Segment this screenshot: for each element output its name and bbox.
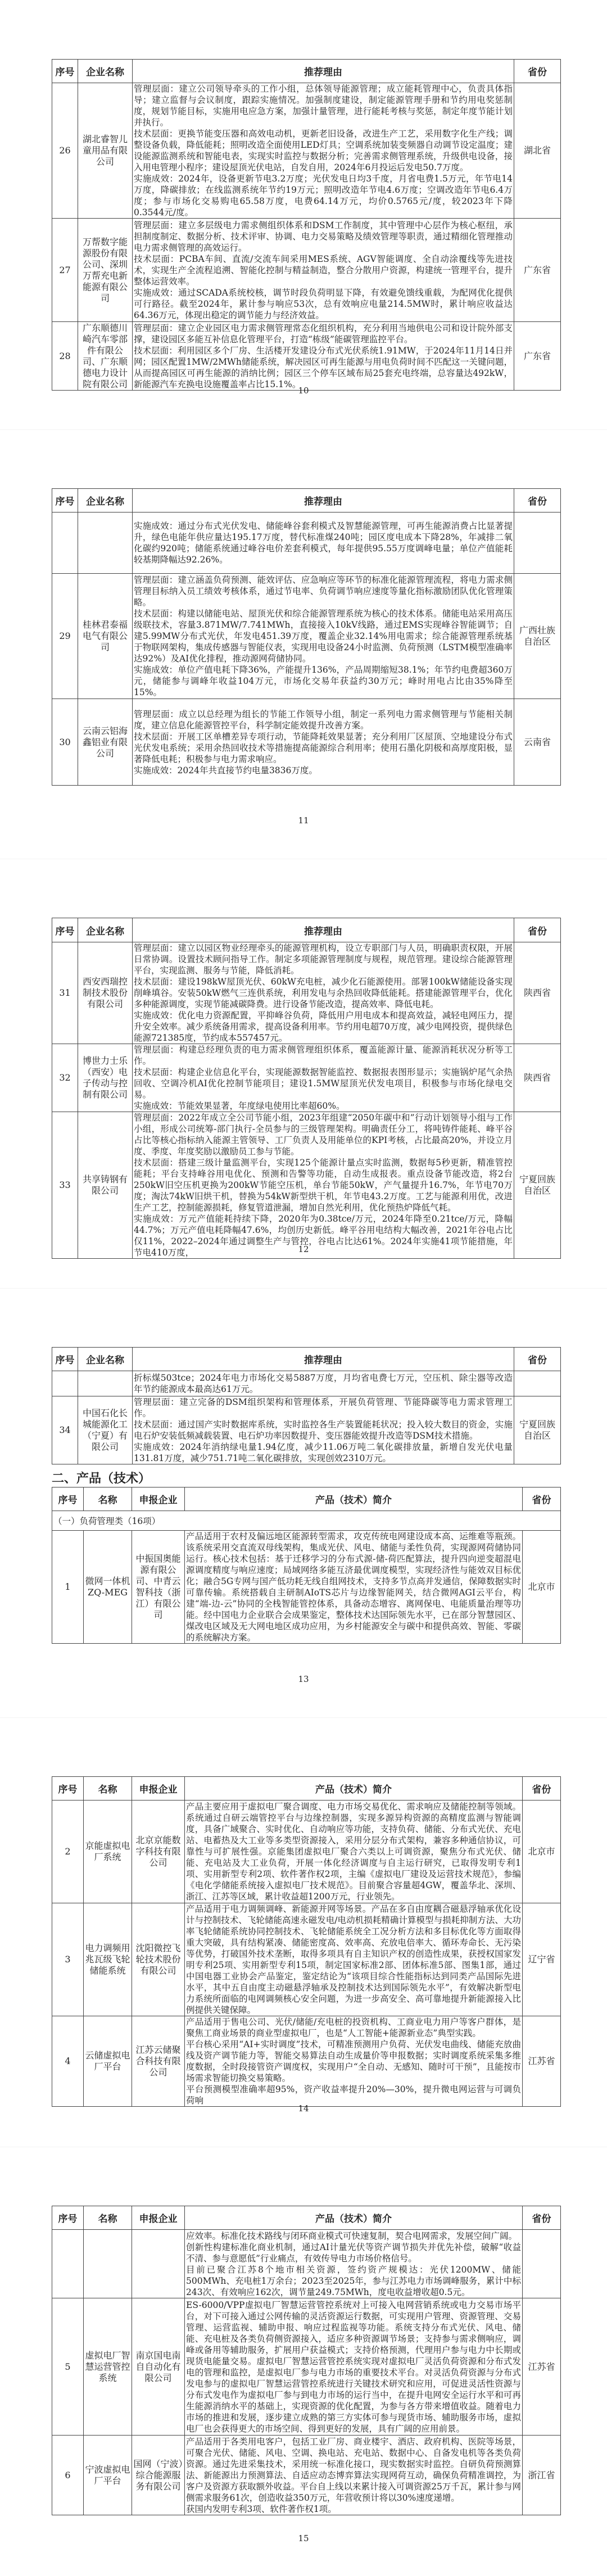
row-seq: 27 <box>52 219 78 322</box>
province: 浙江省 <box>523 2436 561 2515</box>
product-intro <box>185 2016 523 2107</box>
intro-paragraph: 获国内发明专利3项、软件著作权1项。 <box>186 2504 337 2514</box>
row-seq <box>52 1371 78 1396</box>
row-seq: 34 <box>52 1396 78 1464</box>
intro-paragraph: 产品主要应用于虚拟电厂聚合调度、电力市场交易优化、需求响应及储能控制等领域。系统通过自研云端管控平台与边缘控制器，实现多源异构资源的高精度监测与智能调度，具备广域聚合、实时优化、自动响应等功能，支持负荷、储能、分布式光伏、充电站、电蓄热及大工业等多类型资源接入，采用分层分布式架构，兼容多种通信协议，可靠性与可扩展性强。京能集团虚拟电厂聚合六类以上可调资源，聚焦分布式光伏、储能、充电站及大工业负荷，开展一体化经济调度与自主运行研究，已取得发明专利1项、实用新型专利2项、软件著作权2项，主编《虚拟电厂建设及运营技术规范》，参编《电化学储能系统接入虚拟电厂技术规范》。目前聚合容量超4GW，覆盖华北、深圳、浙江、江苏等区域，累计收益超1200万元，行业领先。 <box>186 1802 521 1902</box>
province: 广东省 <box>514 219 561 322</box>
province: 云南省 <box>514 699 561 786</box>
intro-paragraph: 目前已聚合江苏8个地市相关资源，签约资产规模达：光伏1200MW、储能500MWh、充电桩1万余台；2023至2025年，参与江苏电力市场调峰服务，累计中标243次、有效响应162次，调节量249.75MWh，度电收益增收超0.5元。 <box>186 2264 521 2297</box>
province: 湖北省 <box>514 83 561 219</box>
row-seq: 3 <box>52 1903 84 2016</box>
intro-paragraph: 平台核心采用“AI+实时调度”技术，可精准预测用户负荷、光伏发电曲线、储能充放曲线及资产调节能力等，智能交易算法自动生成量价等申报数据；实时调度系统采集多维度数据，全时段接管资产调度权，实现用户“全自动、无感知、随时可干预”，且能按市场需求智能切换交易策略。 <box>186 2039 521 2083</box>
product-name: 虚拟电厂智慧运营管控系统 <box>84 2298 132 2436</box>
product-name: 微网一体机ZQ-MEG <box>84 1531 132 1644</box>
row-seq: 6 <box>52 2436 84 2515</box>
reason-paragraph: 技术层面：搭建三级计量监测平台，实现125个能源计量点实时监测，数据每5秒更新，精准管控能耗；平台支持峰谷用电优化、预测和告警等功能，自动生成报表。重点设备节能改造，将2台250kW旧空压机更换为200kW节能空压机，单台节能50kW，产气量提升16.7%，年节电70万度；淘汰74kW旧烘干机，替换为54kW新型烘干机，年节电43.2万度。工艺与能源利用优，改进生产工艺，控制能源损耗，修复管道泄漏，增加自然光利用，优化预热炉降低气耗。 <box>134 1158 513 1213</box>
province <box>514 513 561 574</box>
recommend-reason <box>133 83 514 219</box>
header-name: 企业名称 <box>78 60 133 83</box>
table-row <box>52 699 561 786</box>
table-row <box>52 219 561 322</box>
row-seq: 30 <box>52 699 78 786</box>
reason-paragraph: 实施成效：通过SCADA系统校核，调节时段负荷明显下降，有效避免馈线重载，为配网优化提供可行路径。截至2024年，累计参与响应53次，总有效响应电量214.5MW时，累计响应收益达64.36万元，体现出稳定的调节能力与经济效益。 <box>134 287 513 320</box>
header-reason: 推荐理由 <box>133 1348 514 1371</box>
product-table <box>52 2206 561 2515</box>
product-intro <box>185 1801 523 1903</box>
header-reason: 推荐理由 <box>133 489 514 513</box>
reason-paragraph: 实施成效：通过分布式光伏发电、储能峰谷套利模式及智慧能源管理，可再生能源消费占比显著提升，绿色电能年供应量达195.17万度，替代标准煤240吨；园区度电成本下降28%，年减排二氧化碳约920吨；储能系统通过峰谷电价差套利模式，每年提供95.55万度调峰电量；单位产值能耗较基期降幅达92.26%。 <box>134 521 513 565</box>
page-break <box>0 1288 607 1289</box>
reason-paragraph: 技术层面：PCBA车间、直流/交流车间采用MES系统、AGV智能调度、全自动涂覆线等先进技术，实现生产全流程追溯、智能化控制与精益制造，整合分散用户资源，构建统一管理平台，提升整体运营效率。 <box>134 253 513 287</box>
recommend-reason <box>133 219 514 322</box>
header-province: 省份 <box>523 1777 561 1801</box>
table-row <box>52 1396 561 1464</box>
table-header-row <box>52 1777 561 1801</box>
reason-paragraph: 技术层面：构建企业信息化平台，实现能源数据智能监控、数据报表图形显示；实施锅炉尾气余热回收、空调冷机AI优化控制节能项目；建设1.5MW屋顶光伏发电项目，积极参与市场化绿电交易。 <box>134 1067 513 1100</box>
province: 江苏省 <box>523 2016 561 2107</box>
page-number: 14 <box>298 2103 309 2114</box>
header-reason: 推荐理由 <box>133 60 514 83</box>
province <box>514 1371 561 1396</box>
header-province: 省份 <box>514 60 561 83</box>
enterprise-table <box>52 488 561 786</box>
header-name: 名称 <box>84 1777 132 1801</box>
table-row <box>52 1112 561 1259</box>
header-province: 省份 <box>514 1348 561 1371</box>
reason-paragraph: 实施成效：优化电力资源配置，平抑峰谷负荷，降低用户用电成本和提高效益，减轻电网压力，提升安全效率。减少系统备用需求，提高设备利用率。节约用电超70万度，减少电网投资，提供绿色能源721385度，节约成本557457元。 <box>134 1010 513 1043</box>
reason-paragraph: 实施成效：2024年消纳绿电量1.94亿度，减少11.06万吨二氧化碳排放量，新增自发光伏电量131.81万度，减少751.71吨二氧化碳排放，实现创效2310万元。 <box>134 1442 513 1463</box>
row-seq: 33 <box>52 1112 78 1259</box>
reason-paragraph: 技术层面：通过国产实时数据库系统，实时监控各生产装置能耗状况；投入较大数目的资金，实施电石炉安装低频减载装置、电石炉功率因数提升、变压器能效提升改造等DSM技术措施。 <box>134 1419 513 1441</box>
intro-paragraph: ES-6000/VPP虚拟电厂智慧运营管控系统对上可接入电网营销系统或电力交易市场平台，对下可接入通过公网传输的灵活资源运行数据，可实现用户管理、资源管理、交易管理、运营监视、辅助申报、响应过程监视等功能。系统支持分布式光伏、风电、储能、充电桩及各类负荷侧资源接入，适应多种资源调节场景；支持参与需求侧响应，调峰或备用等辅助服务，扩展用户获益模式；支持价格预测，代理用户参与电力中长期或现货电能量交易。虚拟电厂智慧运营管控系统实现对虚拟电厂灵活负荷资源和分布式发电的管理和监控，是虚拟电厂参与电力市场的重要技术平台。对灵活负荷资源与分布式发电参与的虚拟电厂智慧运营管控系统进行关键技术研究和应用，可促进灵活性资源与分布式发电作为虚拟电厂参与到电力市场的运行当中，在提升电网安全运行水平和可再生能源消纳水平的基础上，实现资源的优化配置，为参与各方带来增值收益。随着电力市场的推进和发展，逐步建立成熟的第三方实体可参与现货市场、辅助服务市场，虚拟电厂也会获得更大的市场空间、得到更好的发展，具有广阔的应用前景。 <box>186 2300 521 2434</box>
recommend-reason <box>133 1112 514 1259</box>
enterprise-table <box>52 59 561 391</box>
reason-paragraph: 技术层面：利用园区多个厂房、生活楼开发建设分布式光伏系统1.91MW，于2024年11月14日并网；园区配置1MW/2MWh储能系统，解决园区可再生能源与用电负荷时间不匹配这一关键问题，从而提高园区可再生能源的消纳比例；园区三个停车区域布局25套充电终端，总容量达492kW，新能源汽车充换电设施覆盖率占比15.1%。 <box>134 345 513 389</box>
header-seq: 序号 <box>52 489 78 513</box>
intro-paragraph: 产品适用于电力调频调峰、新能源并网等场景。产品在多自由度耦合磁悬浮轴承优化设计与控制技术、飞轮储能高速永磁发电/电动机损耗精确计算模型与损耗抑制方法、大功率飞轮储能系统协同控制技术、飞轮储能系统全工况分析方法和多目标优化等方面取得重大突破，具有结构紧凑、储能密度高、效率高、充放电倍率大、循环寿命长、无污染等优势，打破国外技术垄断，取得多项具有自主知识产权的创造性成果，获授权国家发明专利25项、实用新型专利15项，制定国家标准2部、团体标准5部、图集1部，通过中国电器工业协会产品鉴定，鉴定结论为“该项目综合性能指标达到同类产品国际先进水平，其中五自由度主动磁悬浮轴承及控制技术达到国际领先水平”，有效解决新型电力系统所面临的电网调频核心安全问题，为进一步高安全、高可靠地提升新能源接入比例提供关键保障。 <box>186 1904 521 2015</box>
table-row <box>52 322 561 391</box>
row-seq: 1 <box>52 1531 84 1644</box>
header-seq: 序号 <box>52 918 78 942</box>
table-header-row <box>52 1487 561 1511</box>
reason-paragraph: 折标煤503tce；2024年电力市场化交易5887万度，月均省电费七万元，空压机、除尘器等改造年节约能源成本最高达61万元。 <box>134 1373 513 1394</box>
applicant-company <box>132 2230 185 2298</box>
company-name: 广东顺德川崎汽车零部件有限公司、广东顺德电力设计院有限公司 <box>78 322 133 391</box>
applicant-company: 国网（宁波）综合能源服务有限公司 <box>132 2436 185 2515</box>
table-header-row <box>52 489 561 513</box>
enterprise-table <box>52 1347 561 1464</box>
row-seq: 29 <box>52 574 78 699</box>
recommend-reason <box>133 699 514 786</box>
header-seq: 序号 <box>52 60 78 83</box>
table-header-row <box>52 60 561 83</box>
table-row <box>52 2230 561 2298</box>
table-row <box>52 513 561 574</box>
company-name: 西安西瑞控制技术股份有限公司 <box>78 942 133 1044</box>
row-seq: 2 <box>52 1801 84 1903</box>
reason-paragraph: 管理层面：2022年成立全公司节能小组，2023年组建“2050年碳中和”行动计划领导小组与工作小组，形成公司统筹-部门执行-全员参与的三级管理架构。明确责任分工，将吨铸件能耗、峰平谷占比等核心指标纳入能源主管领导、工厂负责人及用能单位的KPI考核，占比最高20%，并设立月度、季度、年度奖励以激励员工参与节能。 <box>134 1113 513 1157</box>
reason-paragraph: 管理层面：建立公司领导牵头的工作小组，总体领导能源管理；成立能耗管理中心，负责具体指导；建立监督与会议制度，跟踪实施情况。加强制度建设，制定能源管理手册和节约用电奖惩制度，规划节能目标，实施用电应急方案，加强计量管理，进行能耗考核与奖惩，制定年度节能计划并执行。 <box>134 84 513 128</box>
province: 北京市 <box>523 1801 561 1903</box>
province: 陕西省 <box>514 1044 561 1112</box>
header-intro: 产品（技术）简介 <box>185 2206 523 2230</box>
company-name: 桂林君泰福电气有限公司 <box>78 574 133 699</box>
header-seq: 序号 <box>52 2206 84 2230</box>
intro-paragraph: 产品适用于各类用电客户，包括工业厂房、商业楼宇、酒店、政府机构、医院等场景，可聚合光伏、储能、风电、空调、换电站、充电站、数据中心、自备发电机等各类负荷资源。通过先进采集技术，采用统一标准化接口，现实数据实时监控。自研负荷预测算法、新能源出力预测算法、自适应动态博弈算法实现网荷互动，确保负荷精准调控，为客户及资源方获取额外收益。平台自上线以来累计接入可调资源25万千瓦，累计参与网侧需求服务61次，创造收益350万元，年营收预计将以30%速度递增。 <box>186 2436 521 2503</box>
row-seq: 28 <box>52 322 78 391</box>
header-province: 省份 <box>514 918 561 942</box>
intro-paragraph: 应效率。标准化技术路线与闭环商业模式可快速复制，契合电网需求，发展空间广阔。 <box>186 2230 518 2241</box>
reason-paragraph: 管理层面：构建总经理负责的电力需求侧管理组织体系，覆盖能源计量、能源消耗状况分析等工作。 <box>134 1045 513 1066</box>
table-row <box>52 1801 561 1903</box>
company-name: 博世力士乐（西安）电子传动与控制有限公司 <box>78 1044 133 1112</box>
reason-paragraph: 技术层面：构建以储能电站、屋顶光伏和综合能源管理系统为核心的技术体系。储能电站采用高压级联技术，容量3.871MW/7.741MWh，直接接入10kV线路，通过EMS实现峰谷智能调节；自建5.99MW分布式光伏，年发电451.39万度，覆盖企业32.14%用电需求；综合能源管理系统基于物联网架构，集成传感器与智能仪表，实现用电设备24小时监测、负荷预测（LSTM模型准确率达92%）及AI优化排程，推动源网荷储协同。 <box>134 609 513 664</box>
applicant-company: 沈阳微控飞轮技术股份有限公司 <box>132 1903 185 2016</box>
province: 辽宁省 <box>523 1903 561 2016</box>
product-table <box>52 1776 561 2107</box>
product-intro <box>185 1531 523 1644</box>
company-name <box>78 513 133 574</box>
enterprise-table <box>52 918 561 1259</box>
reason-paragraph: 实施成效：单位产值电耗下降36%，产能提升136%，产品周期缩短38.1%；年节约电费超360万元，储能参与调峰年收益104万元，市场化交易年获益约30万元；峰时用电占比由35%降至15%。 <box>134 665 513 697</box>
header-name: 名称 <box>84 2206 132 2230</box>
reason-paragraph: 管理层面：建立多层级电力需求侧组织体系和DSM工作制度，其中管理中心层作为核心枢纽，承担制度制定、数据分析、技术评审、协调、电力交易策略及绩效管理等职责，通过精细化管理推动电力需求侧管理的高效运行。 <box>134 220 513 253</box>
product-name: 宁波虚拟电厂平台 <box>84 2436 132 2515</box>
page-number: 12 <box>298 1244 309 1254</box>
section-title: 二、产品（技术） <box>52 1472 151 1486</box>
reason-paragraph: 管理层面：建立企业园区电力需求侧管理常态化组织机构，充分利用当地供电公司和设计院外部支撑，建设园区多能互补信息化管理平台，打造“栋级”能碳管理监控平台。 <box>134 323 513 344</box>
table-row <box>52 574 561 699</box>
recommend-reason <box>133 513 514 574</box>
table-row <box>52 83 561 219</box>
intro-paragraph: 产品适用于农村及偏远地区能源转型需求，攻克传统电网建设成本高、运维难等瓶颈。该系统采用交直流双母线架构，集成光伏、风电、储能与柔性负荷，实现源网荷储协同运行。核心技术包括：基于迁移学习的分布式源-储-荷匹配算法，提升四向逆变超混电源调度精度与响应速度；局域网络多能互济最优调度模型，实现经济性与能效双目标优化；融合5G专网与国产低功耗无线自组网技术，支持多节点高并发通信，保障数据实时可靠传输。系统搭载自主研制AIoTS芯片与边缘智能网关，结合微网AGI云平台，构建“端-边-云”协同的全栈智能管控体系，具备动态增容、离网保电、电能质量治理等功能。经中国电力企业联合会成果鉴定，整体技术达国际领先水平，已在部分智慧园区、煤改电区域及无大网电地区成功应用，为乡村能源安全与碳中和提供高效、智能、零碳的系统解决方案。 <box>186 1531 521 1643</box>
row-seq <box>52 513 78 574</box>
reason-paragraph: 实施成效：2024年共直接节约电量3836万度。 <box>134 765 318 775</box>
product-name: 电力调频用兆瓦级飞轮储能系统 <box>84 1903 132 2016</box>
row-seq: 4 <box>52 2016 84 2107</box>
row-seq <box>52 2230 84 2298</box>
header-name: 名称 <box>84 1487 132 1511</box>
header-seq: 序号 <box>52 1777 84 1801</box>
intro-paragraph: 平台预测模型准确率超95%，资产收益率提升20%—30%，提升微电网运营与可调负荷响 <box>186 2084 521 2106</box>
reason-paragraph: 管理层面：建立完备的DSM组织架构和管理体系，开展负荷管理、节能降碳等电力需求管理工作。 <box>134 1397 513 1418</box>
header-company: 申报企业 <box>132 2206 185 2230</box>
product-name: 云储虚拟电厂平台 <box>84 2016 132 2107</box>
recommend-reason <box>133 942 514 1044</box>
recommend-reason <box>133 1044 514 1112</box>
table-row <box>52 2016 561 2107</box>
header-province: 省份 <box>514 489 561 513</box>
table-row <box>52 1044 561 1112</box>
product-name: 京能虚拟电厂系统 <box>84 1801 132 1903</box>
row-seq: 26 <box>52 83 78 219</box>
header-seq: 序号 <box>52 1487 84 1511</box>
header-seq: 序号 <box>52 1348 78 1371</box>
reason-paragraph: 实施成效：万元产值能耗持续下降，2020年为0.38tce/万元，2024年降至0.21tce/万元，降幅44.7%；万元产值电耗降幅47.6%，均创历史新低。峰平谷用电结构大幅改善，2021年谷电占比仅11%，2022–2024年通过调整生产与管控，谷电占比达61%。2024年实施41项节能措施，年节电410万度， <box>134 1214 513 1258</box>
intro-paragraph: 产品适用于售电公司、光伏/储能/充电桩的投资机构、工商业电力用户等客户群体，是聚焦工商业场景的商业型虚拟电厂，也是“人工智能+能源新业态”典型实践。 <box>186 2017 521 2038</box>
province: 北京市 <box>523 1531 561 1644</box>
applicant-company: 南京国电南自自动化有限公司 <box>132 2298 185 2436</box>
row-seq: 5 <box>52 2298 84 2436</box>
header-province: 省份 <box>523 1487 561 1511</box>
table-row <box>52 1903 561 2016</box>
applicant-company: 中振国奥能源有限公司、中青云智科技（浙江）有限公司 <box>132 1531 185 1644</box>
product-intro <box>185 1903 523 2016</box>
product-table <box>52 1487 561 1644</box>
header-province: 省份 <box>523 2206 561 2230</box>
reason-paragraph: 技术层面：建设198kW屋顶光伏、60kW充电桩，减少化石能源使用。部署100kW储能设备实现削峰填谷。安装50kW燃气三连供系统，利用发电与余热回收降低能耗。搭建能源管理平台，优化多种能源调度，实现节能减碳降费。进行设备节能改造，提高效率、降低电耗。 <box>134 977 513 1009</box>
page-break <box>0 1717 607 1718</box>
recommend-reason <box>133 322 514 391</box>
product-intro <box>185 2298 523 2436</box>
province: 广东省 <box>514 322 561 391</box>
page-number: 11 <box>298 815 309 826</box>
reason-paragraph: 管理层面：成立以总经理为组长的节能工作领导小组，制定一系列电力需求侧管理与节能相关制度，建立信息化能源管控平台，科学制定能效提升改善方案。 <box>134 709 513 731</box>
company-name: 共享铸钢有限公司 <box>78 1112 133 1259</box>
province: 陕西省 <box>514 942 561 1044</box>
page-break <box>0 429 607 430</box>
page-number: 13 <box>298 1674 309 1684</box>
recommend-reason <box>133 1371 514 1396</box>
table-header-row <box>52 1348 561 1371</box>
province: 宁夏回族自治区 <box>514 1396 561 1464</box>
header-company: 申报企业 <box>132 1487 185 1511</box>
table-row <box>52 2298 561 2436</box>
reason-paragraph: 实施成效：节能效果显著，年度绿电使用比率超60%。 <box>134 1101 345 1111</box>
header-intro: 产品（技术）简介 <box>185 1487 523 1511</box>
header-company: 申报企业 <box>132 1777 185 1801</box>
reason-paragraph: 技术层面：开展工区单槽差异专项行动，节能降耗效果显著；充分利用厂区屋顶、空地建设分布式光伏发电系统；采用余热回收技术等措施提高能源综合利用率；使用石墨化阴极和高厚度阳极，显著降低电耗；积极参与电力需求响应。 <box>134 731 513 764</box>
reason-paragraph: 实施成效：2024年，设备更新节电3.2万度；光伏发电日均3千度，月省电费1.5万元，年节电14万度，降碳排放；在线监测系统年节约19万元；照明改造年节电4.6万度；空调改造年节电6.4万度；参与市场化交易购电65.58万度，电费64.14万元，均价0.5765元/度，较2023年下降0.3544元/度。 <box>134 174 513 217</box>
table-row <box>52 2436 561 2515</box>
applicant-company: 江苏云储聚合科技有限公司 <box>132 2016 185 2107</box>
page-number: 10 <box>298 386 309 396</box>
reason-paragraph: 管理层面：建立涵盖负荷预测、能效评估、应急响应等环节的标准化能源管理流程，将电力需求侧管理目标纳入员工绩效考核体系，通过节电率、负荷调节响应速度等量化指标激励团队优化管理策略。 <box>134 575 513 607</box>
product-name <box>84 2230 132 2298</box>
table-header-row <box>52 2206 561 2230</box>
company-name: 湖北睿智儿童用品有限公司 <box>78 83 133 219</box>
category-row <box>52 1511 561 1531</box>
recommend-reason <box>133 1396 514 1464</box>
province <box>523 2230 561 2298</box>
header-reason: 推荐理由 <box>133 918 514 942</box>
company-name: 云南云铝海鑫铝业有限公司 <box>78 699 133 786</box>
header-intro: 产品（技术）简介 <box>185 1777 523 1801</box>
row-seq: 32 <box>52 1044 78 1112</box>
intro-paragraph: 创新性构建标准化商业机制，通过AI计量光伏等资产调节损失并优先补偿，破解“收益不清、参与意愿低”行业痛点，有效传导电力市场价格信号。 <box>186 2242 521 2264</box>
province: 广西壮族自治区 <box>514 574 561 699</box>
product-intro <box>185 2436 523 2515</box>
company-name <box>78 1371 133 1396</box>
header-name: 企业名称 <box>78 918 133 942</box>
reason-paragraph: 管理层面：建立以园区物业经理牵头的能源管理机构，设立专职部门与人员，明确职责权限，开展日常协调。设置技术顾问指导工作。制定多项能源管理制度与规程，规范管理。建设综合能源管理平台，实现监测、服务与节能，降低消耗。 <box>134 943 513 976</box>
table-row <box>52 1371 561 1396</box>
reason-paragraph: 技术层面：更换节能变压器和高效电动机，更新老旧设备，改进生产工艺，采用数字化生产线；调整设备负载，降低能耗；照明改造全面使用LED灯具；空调系统加装变频器自动调节设定温度；建设能源监测系统和智能电表，实现实时监控与数据分析；完善需求侧管理系统，升级供电设备，接入用电管理小程序；建设屋顶光伏电站，自发自用，2024年6月投运后发电50.7万度。 <box>134 129 513 173</box>
province: 江苏省 <box>523 2298 561 2436</box>
table-row <box>52 942 561 1044</box>
page-number: 15 <box>298 2533 309 2543</box>
row-seq: 31 <box>52 942 78 1044</box>
category-label: （一）负荷管理类（16项） <box>52 1511 561 1531</box>
recommend-reason <box>133 574 514 699</box>
province: 宁夏回族自治区 <box>514 1112 561 1259</box>
applicant-company: 北京京能数字科技有限公司 <box>132 1801 185 1903</box>
table-header-row <box>52 918 561 942</box>
product-intro <box>185 2230 523 2298</box>
header-name: 企业名称 <box>78 489 133 513</box>
header-name: 企业名称 <box>78 1348 133 1371</box>
company-name: 万帮数字能源股份有限公司、深圳万帮充电新能源有限公司 <box>78 219 133 322</box>
company-name: 中国石化长城能源化工（宁夏）有限公司 <box>78 1396 133 1464</box>
table-row <box>52 1531 561 1644</box>
